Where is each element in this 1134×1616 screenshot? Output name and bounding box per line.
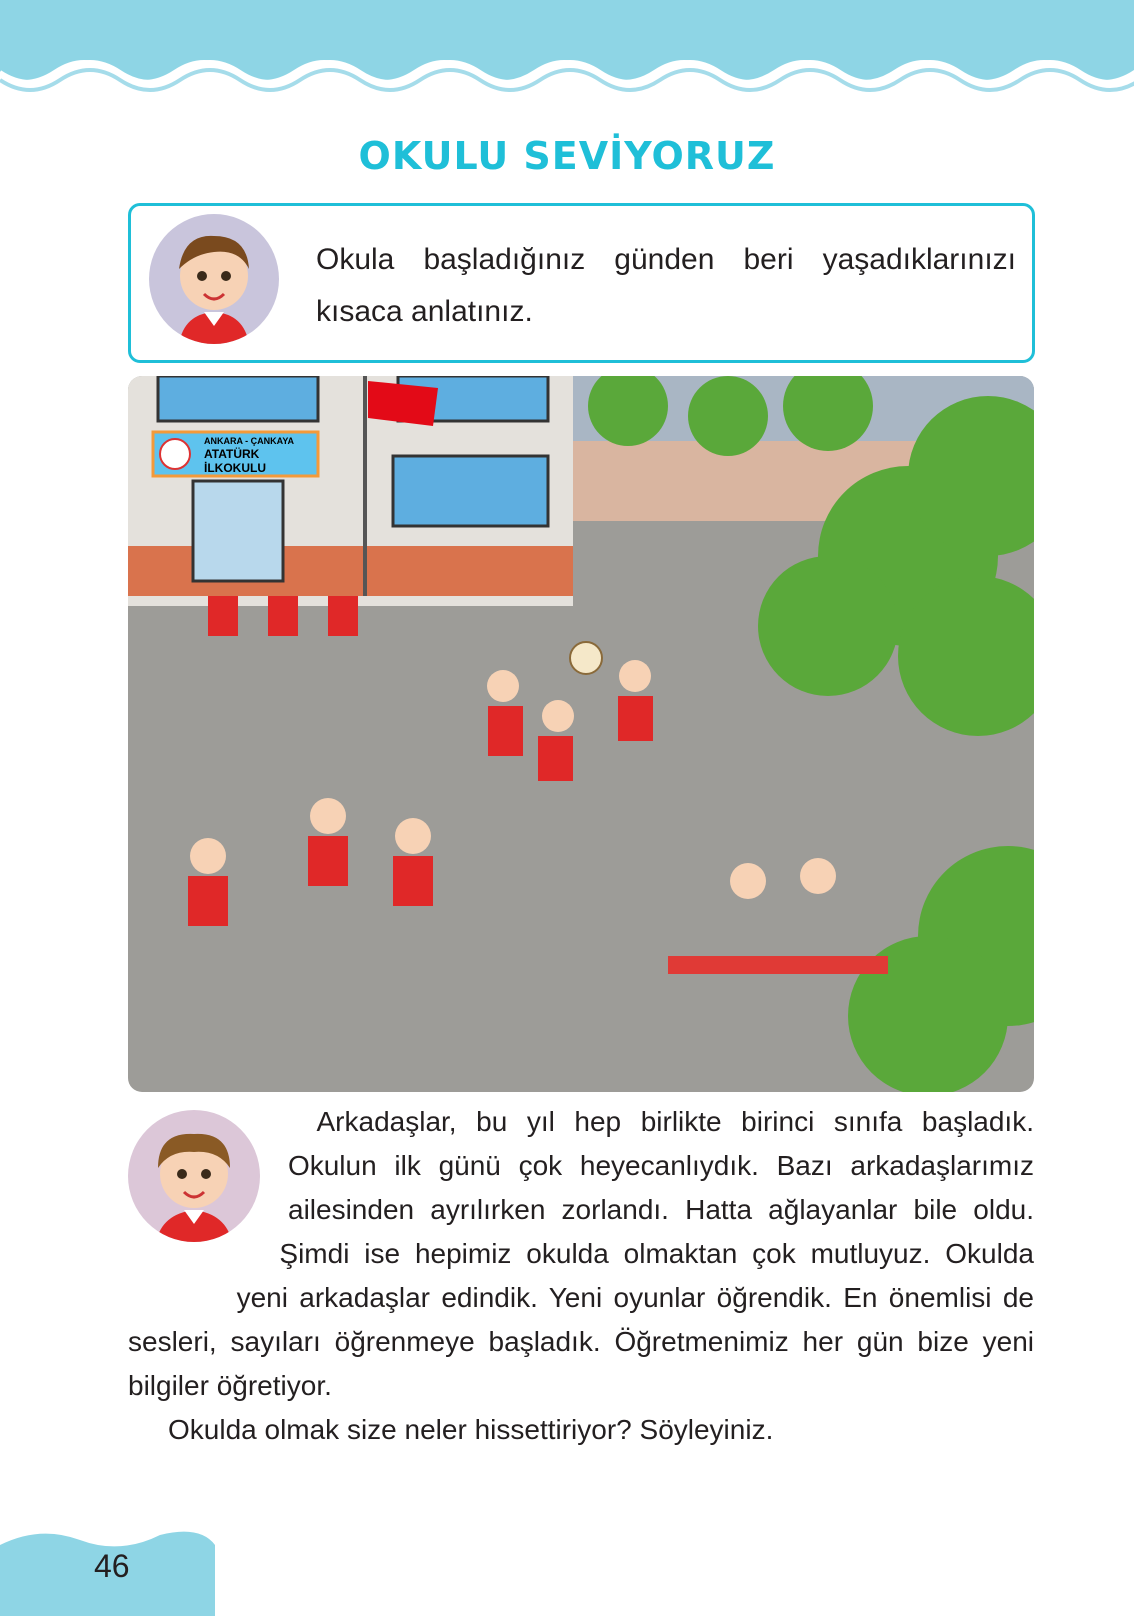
instruction-box [128, 203, 1035, 363]
boy-avatar [128, 1110, 260, 1242]
schoolyard-illustration [128, 376, 1034, 1092]
instruction-text: Okula başladığınız günden beri yaşadıklarınızı kısaca anlatınız. [316, 243, 1016, 328]
school-sign-line1: ANKARA - ÇANKAYA [204, 436, 295, 446]
discussion-question: Okulda olmak size neler hissettiriyor? Söyleyiniz. [168, 1414, 774, 1445]
wave-header [0, 0, 1134, 110]
girl-avatar [149, 214, 279, 344]
school-sign-line2: ATATÜRK [204, 447, 260, 461]
school-sign-line3: İLKOKULU [204, 461, 266, 475]
story-section [128, 1100, 1034, 1452]
story-text: Arkadaşlar, bu yıl hep birlikte birinci sınıfa başladık. Okulun ilk günü çok heyecanlıydık. Bazı arkadaşlarımız ailesinden ayrılırken zorlandı. Hatta ağlayanlar bile oldu. Şimdi ise hepimiz okulda olmaktan çok mutluyuz. Okulda yeni arkadaşlar edindik. Yeni oyunlar öğrendik. En önemlisi de sesleri, sayıları öğrenmeye başladık. Öğretmenimiz her gün bize yeni bilgiler öğretiyor. [128, 1106, 1034, 1401]
page-title: OKULU SEVİYORUZ [358, 134, 776, 178]
page-number: 46 [94, 1548, 130, 1584]
